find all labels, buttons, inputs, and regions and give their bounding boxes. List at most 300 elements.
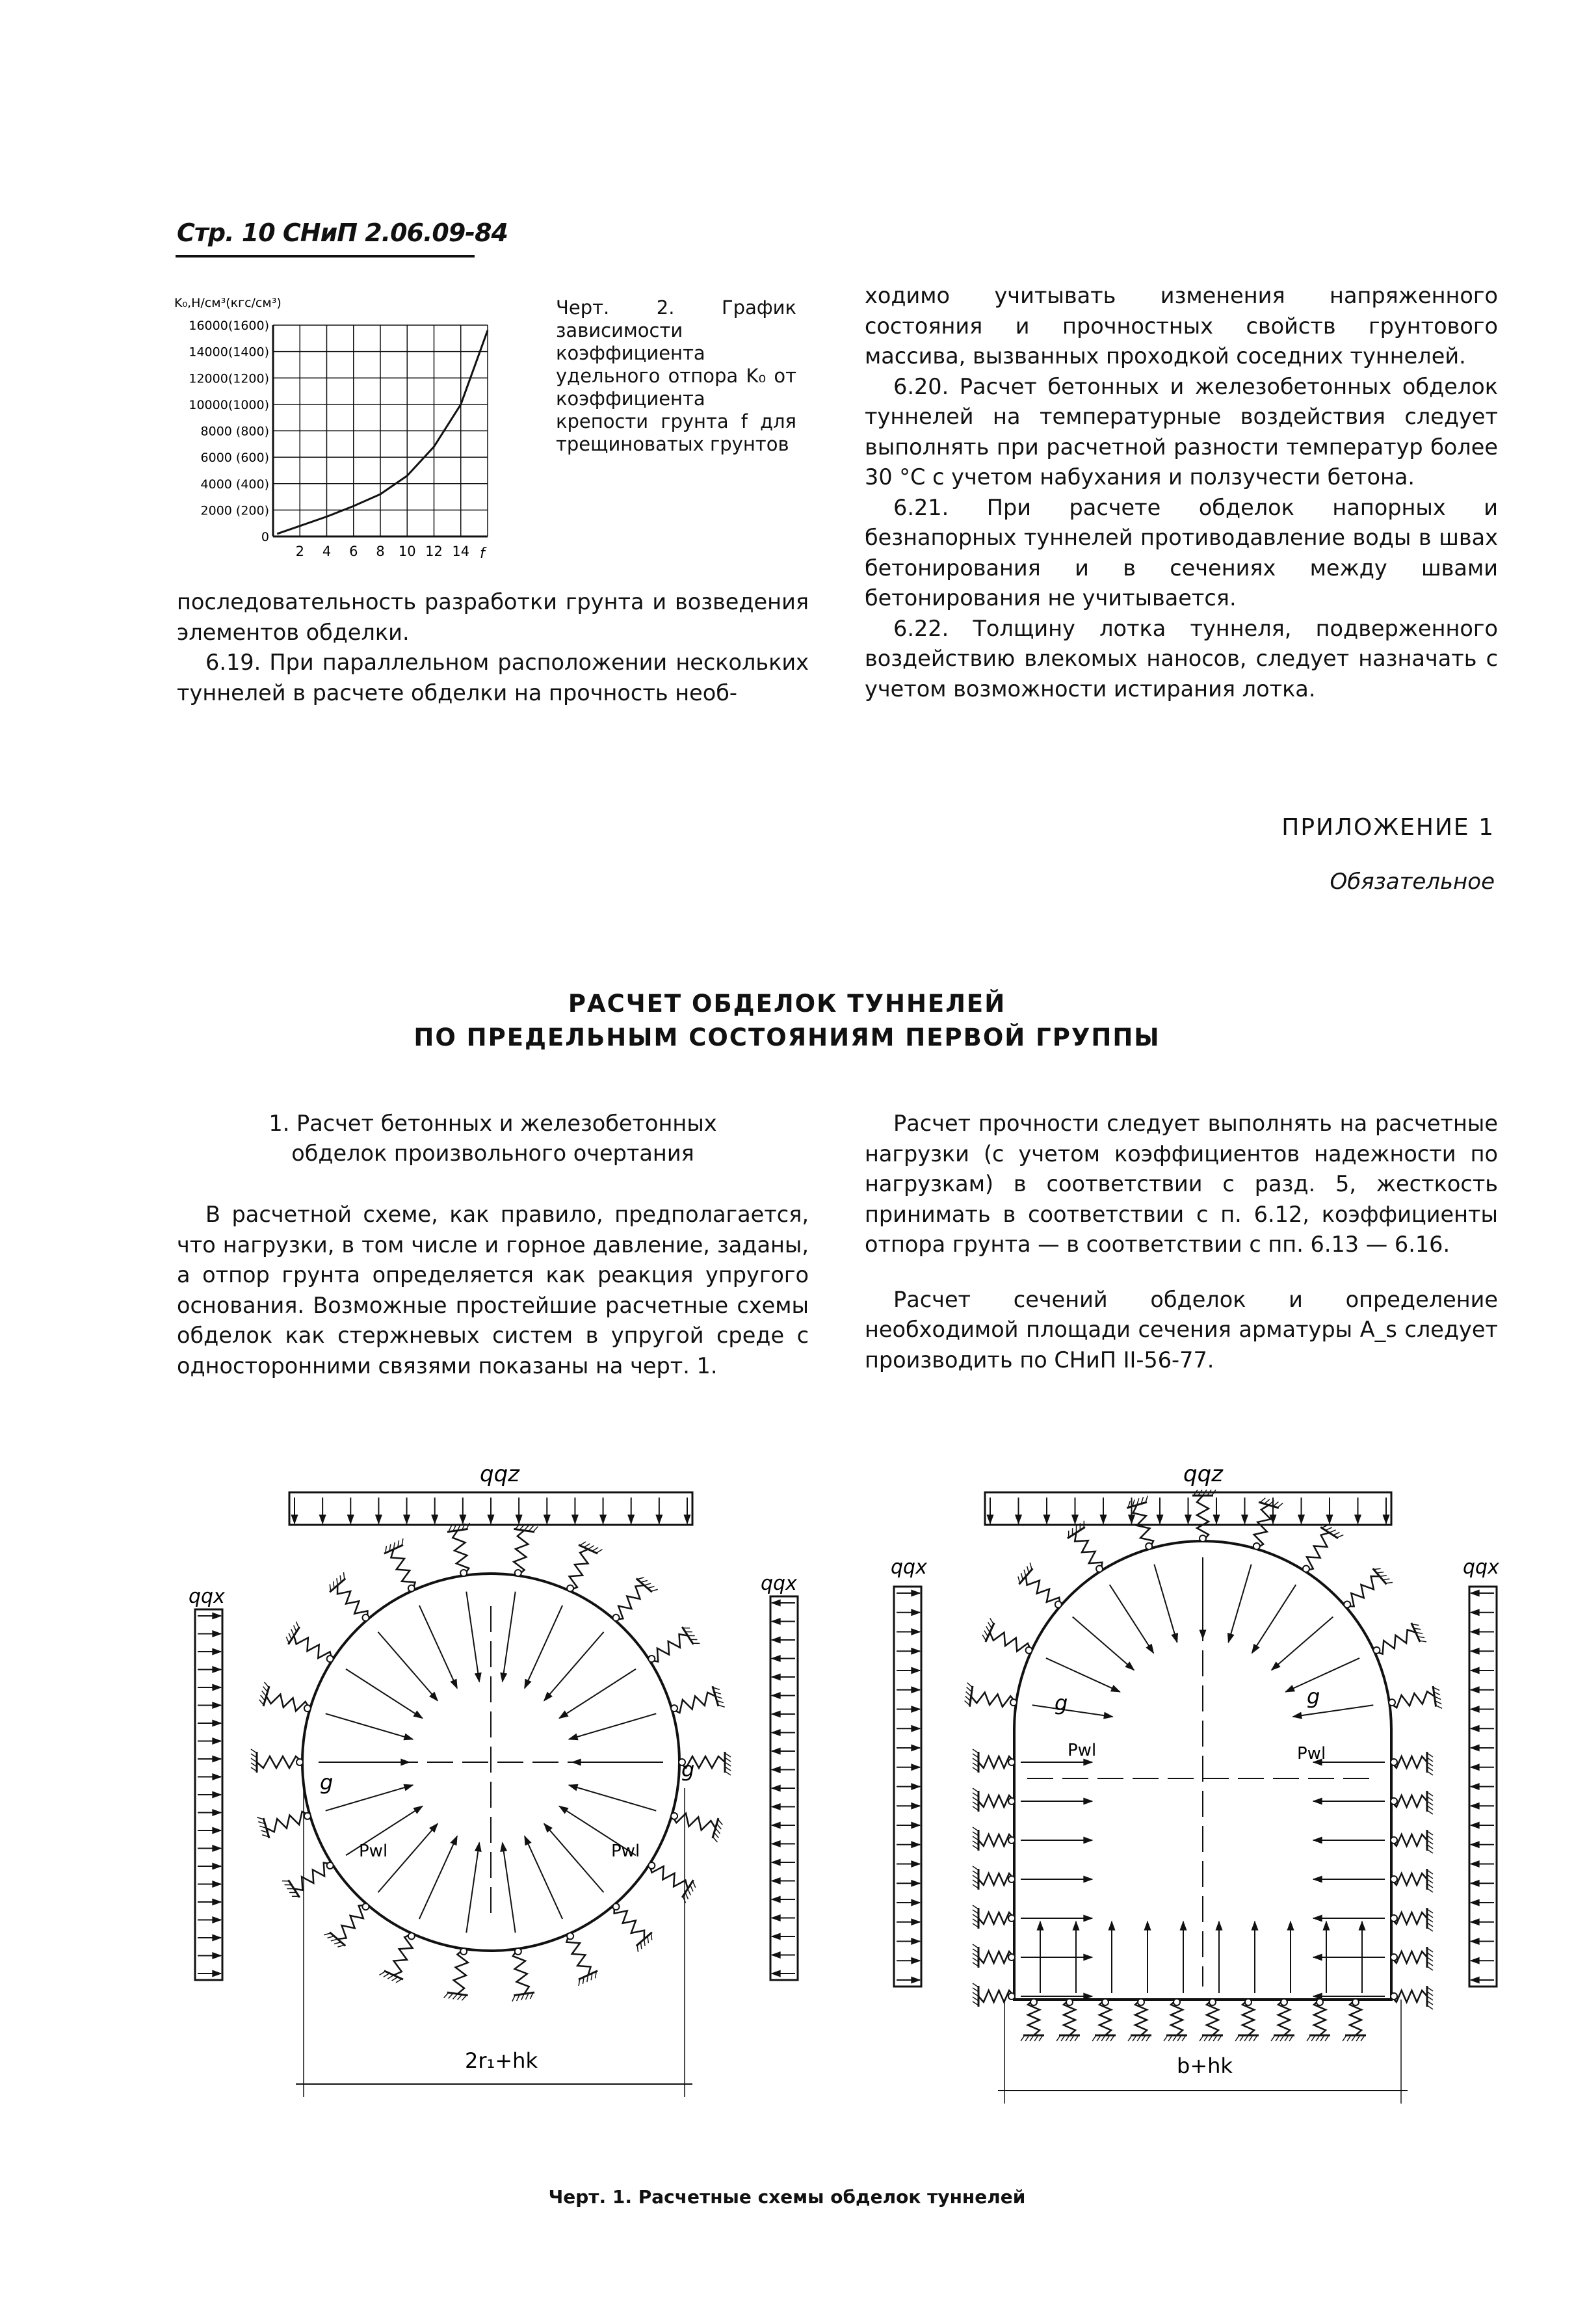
spring-hatch — [1235, 2035, 1239, 2041]
spring-hatch — [640, 1942, 641, 1949]
spring-hatch — [263, 1687, 268, 1692]
hinge — [1391, 1837, 1397, 1843]
spring — [1254, 1505, 1271, 1549]
spring-hatch — [1092, 2035, 1096, 2041]
load-arrow — [1293, 1705, 1374, 1717]
spring-hatch — [1427, 1810, 1433, 1814]
hinge — [460, 1570, 467, 1576]
spring — [453, 1531, 469, 1576]
arrow-head — [1471, 1842, 1479, 1848]
hinge — [1008, 1876, 1015, 1882]
spring-hatch — [990, 1618, 994, 1624]
chart-y-tick-label: 6000 (600) — [200, 451, 269, 466]
arrow-head — [501, 1843, 507, 1852]
arrow-head — [404, 1734, 413, 1739]
arrow-head — [404, 1515, 410, 1524]
arrow-head — [912, 1706, 920, 1713]
spring-hatch — [387, 1975, 393, 1979]
arrow-head — [912, 1648, 920, 1654]
spring-hatch — [973, 1749, 978, 1753]
spring-hatch — [1164, 2035, 1168, 2041]
right-column-text — [865, 281, 1498, 704]
spring — [454, 1949, 468, 1994]
hinge — [1008, 1837, 1015, 1843]
arrow-head — [213, 1810, 221, 1816]
load-arrow — [1110, 1585, 1154, 1653]
spring-hatch — [294, 1626, 296, 1632]
spring — [1133, 1505, 1153, 1549]
arrow-head — [1471, 1880, 1479, 1886]
hinge — [515, 1570, 521, 1576]
spring-hatch — [966, 1692, 971, 1697]
arrow-head — [559, 1806, 568, 1814]
label-g-left-2: g — [681, 1757, 695, 1782]
left-column-text — [177, 587, 809, 708]
arrow-head — [347, 1515, 354, 1524]
load-arrow — [503, 1843, 516, 1933]
arrow-head — [401, 1759, 410, 1765]
spring-hatch — [688, 1889, 690, 1895]
hinge — [567, 1585, 573, 1592]
hinge — [304, 1705, 311, 1711]
arrow-head — [451, 1679, 457, 1688]
spring-hatch — [324, 1933, 330, 1935]
arrow-head — [1313, 1876, 1322, 1882]
spring-hatch — [453, 1994, 458, 1999]
load-label-qqx-right-2: qqx — [1463, 1556, 1499, 1579]
left-paragraph-1: последовательность разработки грунта и возведения элементов обделки. — [177, 589, 809, 645]
arrow-head — [1383, 1515, 1389, 1524]
arrow-head — [516, 1515, 522, 1524]
load-arrow — [559, 1669, 636, 1719]
arrow-head — [432, 1515, 438, 1524]
hinge — [1138, 1999, 1144, 2005]
spring-hatch — [685, 1893, 688, 1899]
arrow-head — [987, 1515, 993, 1524]
page-header: Стр. 10 СНиП 2.06.09-84 — [177, 218, 508, 247]
arrow-head — [213, 1863, 221, 1869]
arrow-head — [460, 1515, 466, 1524]
spring — [614, 1905, 644, 1939]
arrow-head — [1180, 1921, 1187, 1930]
spring-hatch — [644, 1583, 651, 1585]
arrow-head — [912, 1822, 920, 1829]
header-rule — [176, 255, 475, 257]
spring — [257, 1756, 302, 1768]
chart-x-tick-label: 8 — [376, 544, 385, 559]
load-arrow — [1285, 1658, 1359, 1692]
load-arrow — [378, 1632, 438, 1701]
circular-scheme — [195, 1492, 798, 2097]
arrow-head — [1216, 1921, 1222, 1930]
spring-hatch — [973, 1983, 978, 1987]
spring-hatch — [457, 1994, 462, 2000]
spring-hatch — [396, 1979, 402, 1983]
hinge — [408, 1933, 415, 1939]
spring-hatch — [1427, 1771, 1433, 1775]
arrow-head — [1471, 1938, 1479, 1945]
hinge — [1102, 1999, 1108, 2005]
spring-hatch — [340, 1576, 341, 1583]
spring-hatch — [648, 1587, 654, 1589]
spring-hatch — [1333, 1533, 1340, 1535]
hinge — [304, 1813, 311, 1819]
hinge — [671, 1705, 677, 1711]
arrow-head — [772, 1618, 780, 1625]
chart-caption: Черт. 2. График зависимости коэффициента удельного отпора K₀ от коэффициента крепости грунта f для трещиноватых грунтов — [556, 297, 796, 455]
spring-hatch — [462, 1995, 466, 2000]
spring-hatch — [1271, 2035, 1275, 2041]
spring-hatch — [716, 1824, 721, 1829]
arrow-head — [912, 1861, 920, 1868]
arrow-head — [772, 1822, 780, 1829]
left-paragraph-2: 6.19. При параллельном расположении нескольких туннелей в расчете обделки на прочность необ- — [177, 650, 809, 706]
spring-hatch — [988, 1622, 992, 1628]
chart-y-tick-label: 12000(1200) — [189, 371, 269, 386]
arrow-head — [1313, 1837, 1322, 1843]
spring-hatch — [718, 1819, 722, 1825]
hinge — [1066, 1999, 1073, 2005]
arrow-head — [525, 1836, 531, 1845]
arrow-head — [213, 1631, 221, 1637]
arrow-head — [912, 1880, 920, 1886]
arrow-head — [1471, 1861, 1479, 1868]
load-arrow — [569, 1785, 656, 1810]
spring-hatch — [580, 1542, 586, 1546]
arrow-head — [1043, 1515, 1050, 1524]
arrow-head — [213, 1684, 221, 1691]
arrow-head — [1172, 1633, 1177, 1643]
arrow-head — [1471, 1764, 1479, 1771]
arrow-head — [569, 1734, 578, 1739]
appendix-title: ПРИЛОЖЕНИЕ 1 — [1281, 814, 1495, 841]
load-arrow — [346, 1669, 423, 1719]
spring-hatch — [715, 1828, 720, 1833]
spring-hatch — [444, 1992, 449, 1998]
hinge — [648, 1656, 655, 1662]
spring-hatch — [986, 1626, 990, 1632]
arrow-head — [772, 1730, 780, 1736]
spring-hatch — [380, 1972, 386, 1975]
spring-hatch — [637, 1578, 644, 1579]
arrow-head — [772, 1952, 780, 1959]
load-arrow — [569, 1713, 656, 1739]
spring — [1345, 1576, 1380, 1606]
label-g-left-1: g — [320, 1770, 334, 1795]
arrow-head — [1157, 1515, 1163, 1524]
arrow-head — [1326, 1515, 1333, 1524]
arrow-head — [213, 1970, 221, 1977]
spring-hatch — [1337, 1535, 1343, 1537]
arrow-head — [772, 1674, 780, 1680]
arrow-head — [1073, 1921, 1079, 1930]
dimension-label-right: b+hk — [1177, 2053, 1233, 2078]
arrow-head — [1359, 1921, 1365, 1930]
hinge — [362, 1903, 369, 1910]
hinge — [1010, 1699, 1017, 1706]
arrow-head — [656, 1515, 662, 1524]
arrow-head — [1471, 1629, 1479, 1635]
chart-x-tick-label: 4 — [322, 544, 332, 559]
arrow-head — [1471, 1822, 1479, 1829]
arrow-head — [213, 1899, 221, 1905]
spring-hatch — [343, 1572, 344, 1579]
hinge — [613, 1615, 620, 1621]
spring-hatch — [1427, 1849, 1433, 1853]
arrow-head — [213, 1953, 221, 1959]
spring-hatch — [251, 1749, 257, 1753]
spring-hatch — [967, 1687, 972, 1692]
arrow-head — [628, 1515, 635, 1524]
spring-hatch — [690, 1885, 693, 1892]
arrow-head — [1471, 1957, 1479, 1964]
chart-grid — [273, 325, 488, 536]
hinge — [671, 1813, 677, 1819]
arrow-head — [488, 1515, 494, 1524]
load-label-qqz-left: qqz — [480, 1461, 520, 1487]
spring-hatch — [1024, 1570, 1026, 1576]
arrow-head — [912, 1590, 920, 1596]
hinge — [1008, 1759, 1015, 1765]
arrow-head — [912, 1609, 920, 1616]
hinge — [1303, 1566, 1309, 1572]
spring-hatch — [1278, 1503, 1283, 1508]
arrow-head — [213, 1667, 221, 1673]
load-arrow — [525, 1605, 562, 1688]
label-g-right-2: g — [1307, 1684, 1320, 1709]
figure-caption: Черт. 1. Расчетные схемы обделок туннелей — [548, 2186, 1026, 2208]
tunnel-schemes-figure — [163, 1457, 1528, 2172]
arrow-head — [600, 1515, 607, 1524]
arrow-head — [213, 1917, 221, 1923]
spring-hatch — [1427, 1927, 1433, 1931]
main-title-line-1: РАСЧЕТ ОБДЕЛОК ТУННЕЛЕЙ — [568, 990, 1006, 1018]
appendix-left-text: В расчетной схеме, как правило, предполагается, что нагрузки, в том числе и горное давление, заданы, а отпор грунта определяется как реакция упругого основания. Возможные простейшие расчетные схемы обделок как стержневых систем в упругой среде с односторонними связями показаны на черт. 1. — [177, 1202, 809, 1379]
spring — [337, 1585, 367, 1620]
arrow-head — [912, 1745, 920, 1751]
arrow-head — [1084, 1915, 1092, 1921]
load-arrow — [1032, 1705, 1113, 1717]
spring-hatch — [1027, 1566, 1029, 1573]
hinge — [1391, 1954, 1397, 1961]
arrow-head — [1298, 1515, 1305, 1524]
spring-hatch — [644, 1939, 645, 1946]
spring-hatch — [596, 1550, 602, 1553]
arrow-head — [772, 1600, 780, 1606]
arrow-head — [912, 1899, 920, 1906]
spring-hatch — [973, 1788, 978, 1792]
spring — [337, 1905, 367, 1939]
right-paragraph-4: 6.22. Толщину лотка туннеля, подверженного воздействию влекомых наносов, следует назначать с учетом возможности истирания лотка. — [865, 615, 1498, 702]
load-arrow — [1272, 1617, 1333, 1670]
arrow-head — [213, 1756, 221, 1762]
arrow-head — [213, 1934, 221, 1941]
hinge — [408, 1585, 415, 1592]
spring-hatch — [1343, 2035, 1346, 2041]
chart-y-tick-label: 14000(1400) — [189, 345, 269, 360]
chart-y-tick-label: 8000 (800) — [200, 424, 269, 439]
arrow-head — [1213, 1515, 1220, 1524]
hinge — [1391, 1993, 1397, 2000]
spring — [672, 1693, 715, 1713]
load-arrow — [326, 1713, 413, 1739]
appendix-subtitle: Обязательное — [1330, 869, 1495, 895]
spring — [267, 1695, 310, 1711]
arrow-head — [772, 1748, 780, 1754]
label-pwl-left-1: Pwl — [359, 1842, 388, 1861]
arrow-head — [1471, 1977, 1479, 1983]
load-arrow — [326, 1785, 413, 1810]
load-arrow — [419, 1605, 457, 1688]
arrow-head — [912, 1687, 920, 1693]
hinge — [1209, 1999, 1216, 2005]
load-arrow — [1154, 1565, 1177, 1643]
spring-hatch — [1260, 1498, 1265, 1503]
arrow-head — [1471, 1745, 1479, 1751]
spring-hatch — [1385, 1582, 1393, 1583]
chart-x-ticks — [296, 544, 470, 559]
arrow-head — [772, 1785, 780, 1791]
spring-hatch — [1128, 2035, 1132, 2041]
spring-hatch — [261, 1695, 265, 1700]
hinge — [1008, 1993, 1015, 2000]
spring-hatch — [725, 1771, 731, 1775]
hinge — [613, 1903, 620, 1910]
arrow-head — [572, 1759, 581, 1765]
arrow-head — [1313, 1954, 1322, 1961]
hinge — [1391, 1798, 1397, 1804]
arrow-head — [1084, 1954, 1092, 1961]
hinge — [567, 1933, 573, 1939]
load-label-qqz-right: qqz — [1183, 1461, 1224, 1487]
arrow-head — [1185, 1515, 1192, 1524]
spring-hatch — [973, 1866, 978, 1870]
spring — [1026, 1576, 1060, 1606]
arrow-head — [912, 1764, 920, 1771]
hinge — [1026, 1647, 1032, 1654]
right-paragraph-2: 6.20. Расчет бетонных и железобетонных обделок туннелей на температурные воздействия следует выполнять при расчетной разности температур более 30 °С с учетом набухания и ползучести бетона. — [865, 373, 1498, 490]
spring — [294, 1635, 332, 1660]
spring-hatch — [265, 1682, 269, 1687]
spring-hatch — [640, 1580, 647, 1582]
spring — [569, 1550, 588, 1591]
spring-hatch — [965, 1696, 971, 1700]
arrow-head — [1242, 1515, 1248, 1524]
arrow-head — [451, 1836, 457, 1845]
arrow-head — [912, 1842, 920, 1848]
arrow-head — [1084, 1837, 1092, 1843]
arrow-head — [912, 1957, 920, 1964]
arrow-head — [912, 1802, 920, 1809]
arrow-head — [1016, 1515, 1022, 1524]
arrow-head — [912, 1977, 920, 1983]
arrow-head — [572, 1515, 579, 1524]
hinge — [1391, 1876, 1397, 1882]
spring-hatch — [533, 1527, 538, 1532]
hinge — [362, 1615, 369, 1621]
k0-chart — [169, 293, 507, 579]
spring-hatch — [296, 1622, 298, 1628]
hinge — [327, 1862, 334, 1869]
spring-hatch — [512, 1995, 516, 2001]
arrow-head — [213, 1791, 221, 1798]
hinge — [1096, 1566, 1103, 1572]
hinge — [515, 1948, 521, 1955]
spring — [514, 1531, 528, 1576]
arrow-head — [544, 1515, 550, 1524]
main-title-line-2: ПО ПРЕДЕЛЬНЫМ СОСТОЯНИЯМ ПЕРВОЙ ГРУППЫ — [413, 1023, 1161, 1051]
arrow-head — [1471, 1899, 1479, 1906]
spring-hatch — [1018, 1576, 1020, 1583]
spring-hatch — [588, 1546, 594, 1550]
load-arrow — [466, 1843, 479, 1933]
arrow-head — [1146, 1644, 1153, 1654]
load-arrow — [466, 1592, 479, 1682]
hinge — [296, 1759, 303, 1765]
hinge — [1373, 1647, 1380, 1654]
arrow-head — [213, 1648, 221, 1655]
hinge — [327, 1656, 334, 1662]
spring-hatch — [1200, 2035, 1203, 2041]
arrow-head — [1228, 1633, 1234, 1643]
section-title-line-1: 1. Расчет бетонных и железобетонных — [269, 1111, 717, 1136]
arrow-head — [1108, 1921, 1115, 1930]
label-pwl-right-1: Pwl — [1068, 1741, 1097, 1760]
spring-hatch — [529, 1526, 533, 1531]
spring-hatch — [713, 1837, 717, 1842]
arrow-head — [1129, 1515, 1135, 1524]
spring — [513, 1949, 529, 1994]
arrow-head — [1072, 1515, 1079, 1524]
arrow-head — [1355, 1515, 1361, 1524]
arrow-head — [213, 1720, 221, 1726]
chart-x-tick-label: 6 — [349, 544, 358, 559]
arrow-head — [1323, 1921, 1330, 1930]
spring-hatch — [1427, 1966, 1433, 1970]
arrow-head — [1471, 1609, 1479, 1616]
chart-y-tick-label: 2000 (200) — [200, 503, 269, 518]
arrow-head — [772, 1859, 780, 1866]
spring — [990, 1632, 1032, 1651]
hinge — [1352, 1999, 1359, 2005]
appendix-right-paragraph-1: Расчет прочности следует выполнять на расчетные нагрузки (с учетом коэффициентов надежности по нагрузкам) в соответствии с разд. 5, жесткость принимать в соответствии с п. 6.12, коэффициенты отпора грунта — в соответствии с пп. 6.13 — 6.16. — [865, 1111, 1498, 1257]
spring — [971, 1693, 1016, 1707]
arrow-head — [1313, 1798, 1322, 1804]
arrow-head — [912, 1725, 920, 1732]
chart-x-tick-label: 12 — [425, 544, 443, 559]
spring-hatch — [259, 1700, 264, 1705]
load-arrow — [1228, 1565, 1251, 1643]
arrow-head — [291, 1515, 298, 1524]
hinge — [1174, 1999, 1180, 2005]
spring-hatch — [331, 1939, 337, 1941]
spring-hatch — [286, 1637, 289, 1643]
load-arrow — [1046, 1658, 1120, 1692]
arrow-head — [1471, 1687, 1479, 1693]
hinge — [1344, 1601, 1350, 1607]
chart-y-tick-label: 0 — [261, 530, 269, 544]
arrow-head — [772, 1711, 780, 1717]
spring — [672, 1814, 715, 1830]
arrow-head — [213, 1845, 221, 1852]
dimension-label-left: 2r₁+hk — [465, 2048, 538, 2073]
arrow-head — [772, 1915, 780, 1921]
arrow-head — [213, 1774, 221, 1780]
load-label-qqx-right-1: qqx — [891, 1556, 927, 1579]
hinge — [1245, 1999, 1252, 2005]
arrow-head — [772, 1767, 780, 1773]
chart-y-axis-label: K₀,Н/см³(кгс/см³) — [174, 296, 282, 310]
